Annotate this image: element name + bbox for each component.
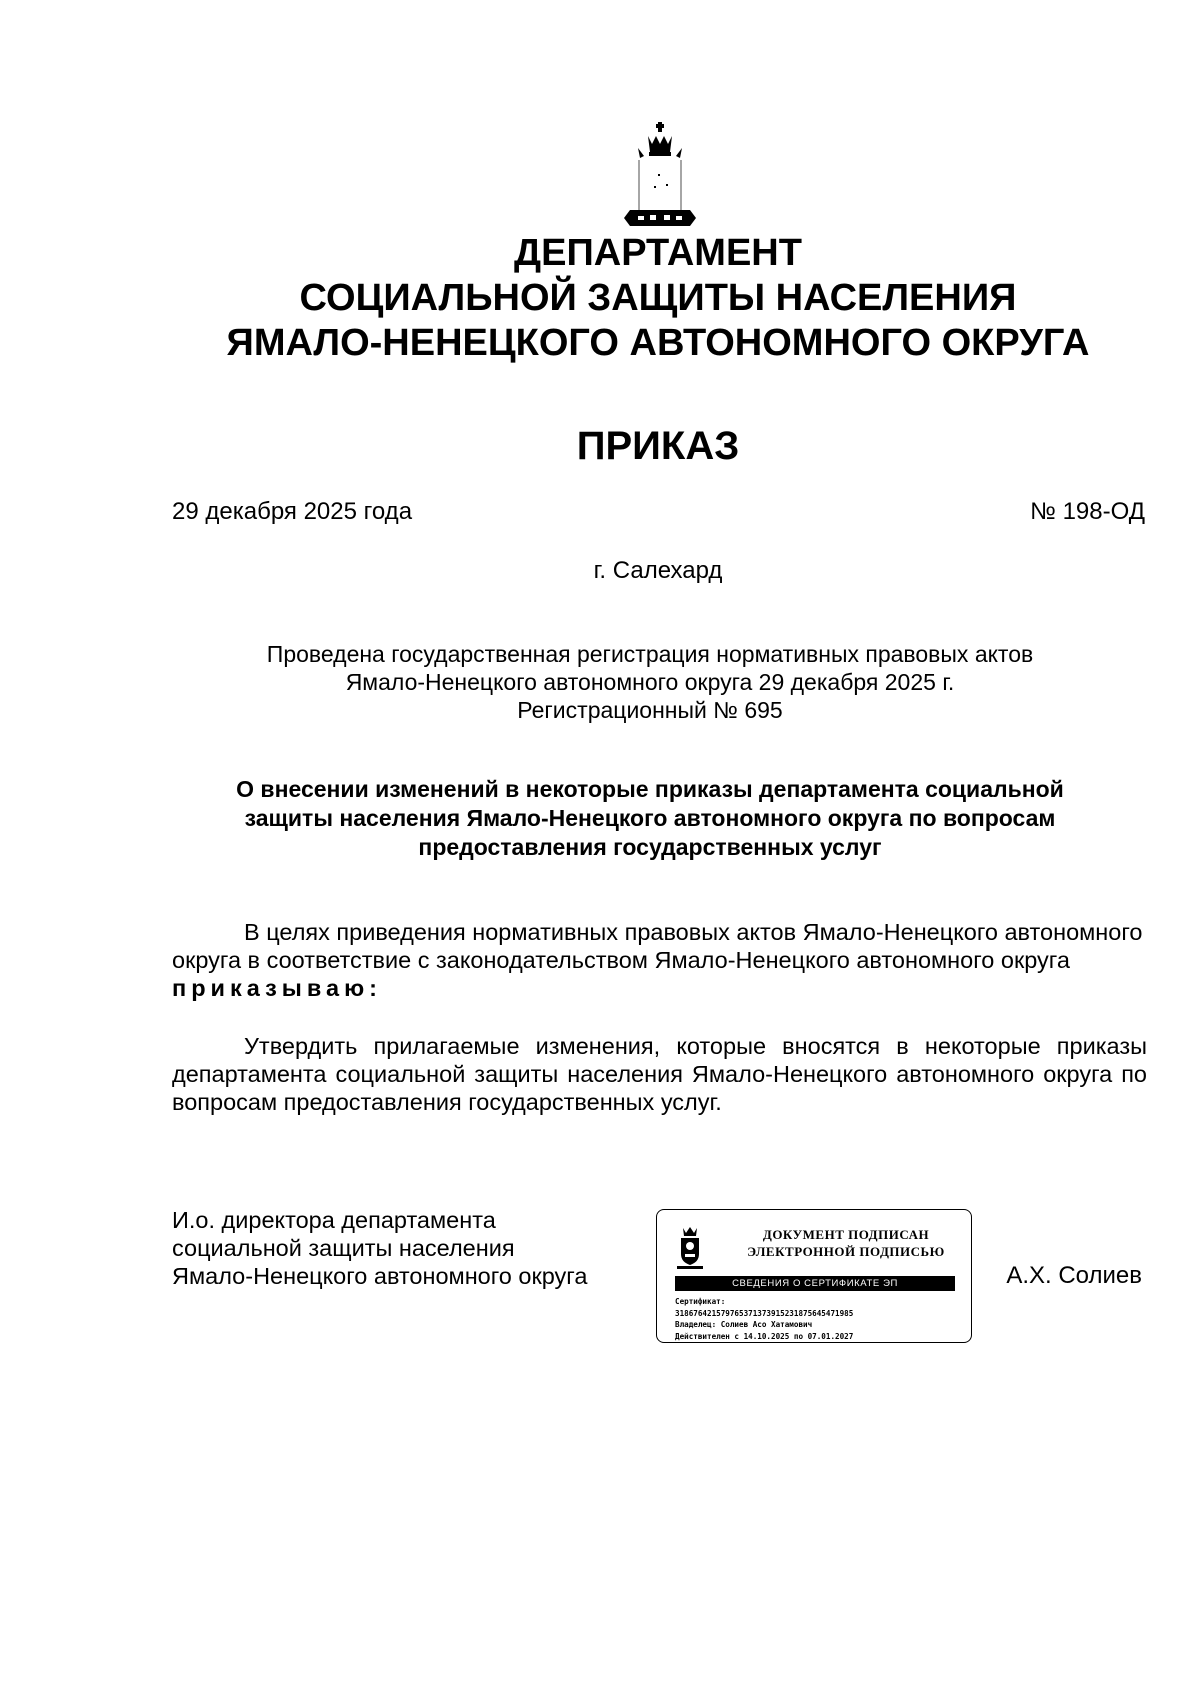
- coat-of-arms-icon: [618, 122, 702, 232]
- position-line: И.о. директора департамента: [172, 1207, 496, 1233]
- certificate-info: [675, 1296, 853, 1342]
- preamble-text: В целях приведения нормативных правовых актов Ямало-Ненецкого автономного округа в соответствие с законодательством Ямало-Ненецкого автономного округа: [172, 919, 1143, 973]
- order-date: 29 декабря 2025 года: [172, 498, 413, 525]
- subject-line: защиты населения Ямало-Ненецкого автономного округа по вопросам: [244, 805, 1056, 831]
- position-line: социальной защиты населения: [172, 1235, 515, 1261]
- registration-line: Регистрационный № 695: [517, 697, 783, 723]
- subject-line: О внесении изменений в некоторые приказы департамента социальной: [236, 776, 1064, 802]
- registration-line: Проведена государственная регистрация нормативных правовых актов: [266, 641, 1034, 667]
- position-line: Ямало-Ненецкого автономного округа: [172, 1263, 588, 1289]
- signatory-name: А.Х. Солиев: [1006, 1262, 1142, 1289]
- stamp-title: [727, 1226, 965, 1260]
- decision-paragraph: [172, 1032, 1147, 1116]
- signatory-position: [172, 1206, 587, 1290]
- certificate-validity: Действителен с 14.10.2025 по 07.01.2027: [675, 1331, 854, 1341]
- registration-line: Ямало-Ненецкого автономного округа 29 декабря 2025 г.: [345, 669, 955, 695]
- order-city: г. Салехард: [593, 557, 723, 584]
- order-title: ПРИКАЗ: [576, 424, 740, 468]
- certificate-serial: 318676421579765371373915231875645471985: [675, 1308, 854, 1318]
- decision-text: Утвердить прилагаемые изменения, которые вносятся в некоторые приказы департамента социальной защиты населения Ямало-Ненецкого автономного округа по вопросам предоставления государственных услуг.: [172, 1033, 1147, 1115]
- stamp-title-line: ДОКУМЕНТ ПОДПИСАН: [762, 1227, 930, 1242]
- coat-of-arms-icon: [671, 1224, 709, 1270]
- certificate-info-bar: СВЕДЕНИЯ О СЕРТИФИКАТЕ ЭП: [675, 1276, 955, 1291]
- department-name-line-1: ДЕПАРТАМЕНТ: [514, 232, 802, 274]
- order-verb: приказываю:: [172, 975, 382, 1001]
- department-name-line-3: ЯМАЛО-НЕНЕЦКОГО АВТОНОМНОГО ОКРУГА: [226, 322, 1090, 364]
- certificate-label: Сертификат:: [675, 1297, 726, 1306]
- preamble-paragraph: [172, 918, 1152, 1002]
- order-number: № 198-ОД: [1030, 498, 1145, 525]
- stamp-title-line: ЭЛЕКТРОННОЙ ПОДПИСЬЮ: [747, 1244, 945, 1259]
- subject-line: предоставления государственных услуг: [418, 834, 882, 860]
- order-subject: [150, 775, 1150, 862]
- electronic-signature-stamp: [656, 1209, 972, 1343]
- department-name-line-2: СОЦИАЛЬНОЙ ЗАЩИТЫ НАСЕЛЕНИЯ: [299, 277, 1017, 319]
- registration-note: [150, 640, 1150, 724]
- certificate-owner: Владелец: Солиев Асо Хатамович: [675, 1320, 813, 1329]
